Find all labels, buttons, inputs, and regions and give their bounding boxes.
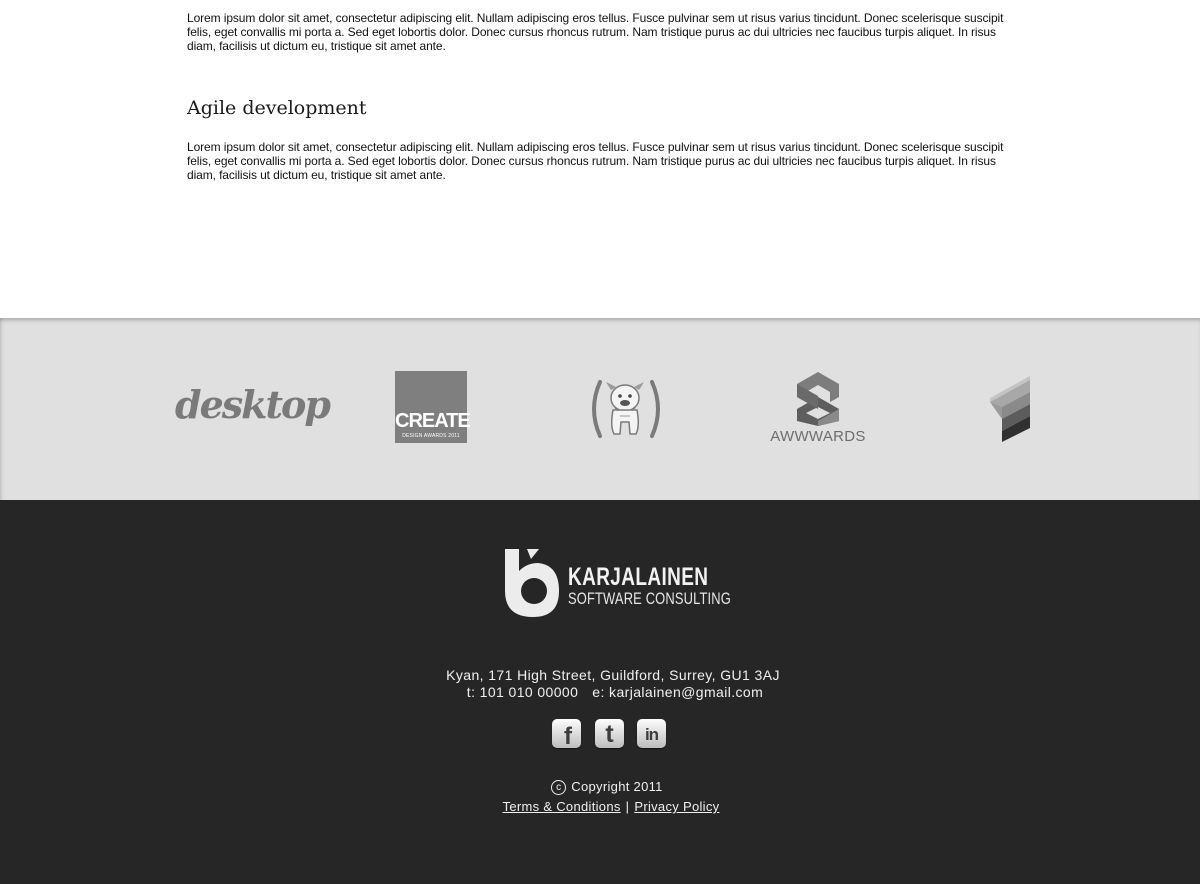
bulldog-logo[interactable] [590,376,662,442]
copyright-text: Copyright 2011 [571,779,663,794]
stacked-chevrons-icon [988,374,1034,444]
section-paragraph: Lorem ipsum dolor sit amet, consectetur adipiscing elit. Nullam adipiscing eros tellus. Fusce pulvinar sem ut risus varius tincidunt. Donec scelerisque suscipit felis, eget convallis mi porta a. Sed eget lobortis dolor. Donec cursus rhoncus rutrum. Nam tristique purus ac dui ultricies nec faucibus turpis aliquet. In risus diam, facilisis ut dictum eu, tristique sit amet ante. [187,140,1004,182]
twitter-icon: t [605,720,614,748]
copyright [0,779,1200,795]
terms-link[interactable]: Terms & Conditions [502,799,621,814]
desktop-logo[interactable]: desktop [175,382,329,427]
section-heading: Agile development [187,97,367,119]
brand-k-icon [505,549,561,619]
stacked-chevrons-logo[interactable] [988,374,1034,444]
brand-logo[interactable] [505,549,731,619]
twitter-button[interactable] [595,719,624,748]
facebook-button[interactable] [552,719,581,748]
create-logo-subtext: DESIGN AWARDS 2011 [402,433,460,439]
privacy-link[interactable]: Privacy Policy [634,799,720,814]
legal-links [0,799,1200,815]
site-footer [0,500,1200,884]
facebook-icon: f [564,722,572,750]
phone: t: 101 010 00000 [466,684,579,700]
awwwards-icon [765,371,871,427]
intro-paragraph: Lorem ipsum dolor sit amet, consectetur adipiscing elit. Nullam adipiscing eros tellus. Fusce pulvinar sem ut risus varius tincidunt. Donec scelerisque suscipit felis, eget convallis mi porta a. Sed eget lobortis dolor. Donec cursus rhoncus rutrum. Nam tristique purus ac dui ultricies nec faucibus turpis aliquet. In risus diam, facilisis ut dictum eu, tristique sit amet ante. [187,11,1004,53]
brand-name: KARJALAINEN [568,563,709,591]
brand-tagline: SOFTWARE CONSULTING [568,589,731,608]
legal-separator: | [625,799,630,814]
create-awards-logo[interactable] [395,371,470,443]
bulldog-icon [590,376,662,442]
awards-logo-band [0,318,1200,500]
contact-line [0,684,1200,701]
awwwards-wordmark: AWWWARDS [770,428,866,445]
address: Kyan, 171 High Street, Guildford, Surrey, GU1 3AJ [446,667,780,683]
awwwards-logo[interactable] [765,371,871,447]
linkedin-button[interactable] [637,719,666,748]
linkedin-icon: in [644,725,659,744]
create-logo-text: CREATE [395,410,470,432]
copyright-icon: c [551,780,566,795]
email[interactable]: e: karjalainen@gmail.com [592,684,764,700]
